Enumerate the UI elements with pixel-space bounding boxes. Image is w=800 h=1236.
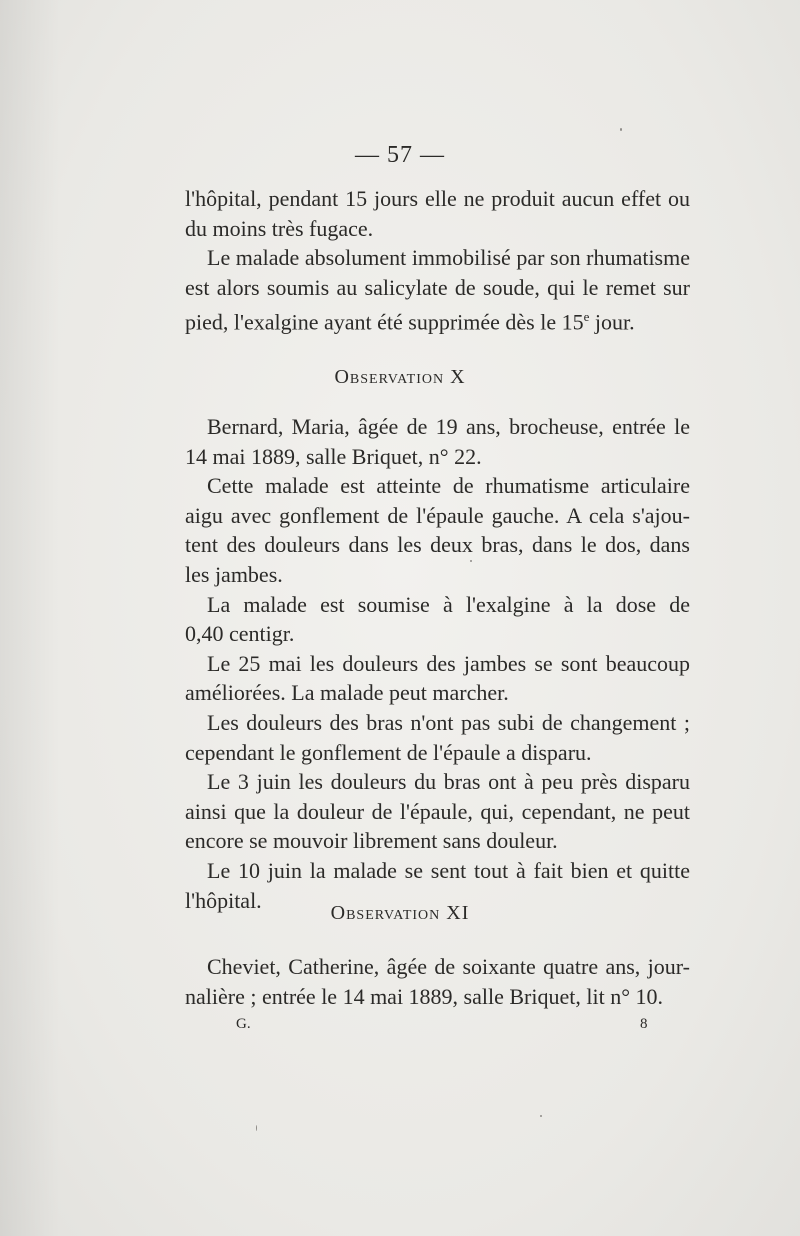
sheet-number: 8 xyxy=(640,1016,648,1032)
observation-x-body xyxy=(185,412,690,915)
section-heading-observation-xi: Observation XI xyxy=(330,902,470,924)
text-line: encore se mouvoir librement sans douleur. xyxy=(185,828,558,854)
text-line: tent des douleurs dans les deux bras, dans le dos, dans xyxy=(185,532,690,558)
paper-speck xyxy=(540,1115,542,1117)
page-edge-shadow xyxy=(0,0,60,1236)
text-line: Le malade absolument immobilisé par son rhumatisme xyxy=(207,245,690,271)
text-line: nalière ; entrée le 14 mai 1889, salle Briquet, lit n° 10. xyxy=(185,983,663,1009)
text-line: aigu avec gonflement de l'épaule gauche. A cela s'ajou- xyxy=(185,502,690,528)
text-line: améliorées. La malade peut marcher. xyxy=(185,680,509,706)
paper-speck xyxy=(470,560,472,562)
text-line: Le 10 juin la malade se sent tout à fait bien et quitte xyxy=(207,857,690,883)
text-line: Le 3 juin les douleurs du bras ont à peu près disparu xyxy=(207,769,690,795)
text-line: Cheviet, Catherine, âgée de soixante quatre ans, jour- xyxy=(207,954,690,979)
text-line: La malade est soumise à l'exalgine à la dose de xyxy=(207,591,690,617)
text-line: l'hôpital. xyxy=(185,887,262,913)
text-line: les jambes. xyxy=(185,561,283,587)
text-line: Cette malade est atteinte de rhumatisme articulaire xyxy=(207,473,690,499)
text-line: ainsi que la douleur de l'épaule, qui, cependant, ne peut xyxy=(185,798,690,824)
text-line: du moins très fugace. xyxy=(185,215,374,241)
paper-speck xyxy=(620,128,622,131)
text-line: pied, l'exalgine ayant été supprimée dès le 15e jour. xyxy=(185,309,635,335)
section-heading-observation-x: Observation X xyxy=(334,366,466,388)
text-line: Le 25 mai les douleurs des jambes se sont beaucoup xyxy=(207,650,690,676)
text-line: Les douleurs des bras n'ont pas subi de changement ; xyxy=(207,709,690,735)
text-line: l'hôpital, pendant 15 jours elle ne produit aucun effet ou xyxy=(185,186,690,211)
observation-xi-body xyxy=(185,952,690,1011)
text-line: 0,40 centigr. xyxy=(185,621,295,647)
paper-speck xyxy=(256,1125,257,1131)
text-line: cependant le gonflement de l'épaule a disparu. xyxy=(185,739,592,765)
text-line: Bernard, Maria, âgée de 19 ans, brocheuse, entrée le xyxy=(207,414,690,439)
page-number: — 57 — xyxy=(355,142,445,168)
text-line: est alors soumis au salicylate de soude, qui le remet sur xyxy=(185,274,690,300)
continuation-text xyxy=(185,184,690,337)
text-line: 14 mai 1889, salle Briquet, n° 22. xyxy=(185,443,482,469)
signature-mark: G. xyxy=(236,1016,251,1032)
